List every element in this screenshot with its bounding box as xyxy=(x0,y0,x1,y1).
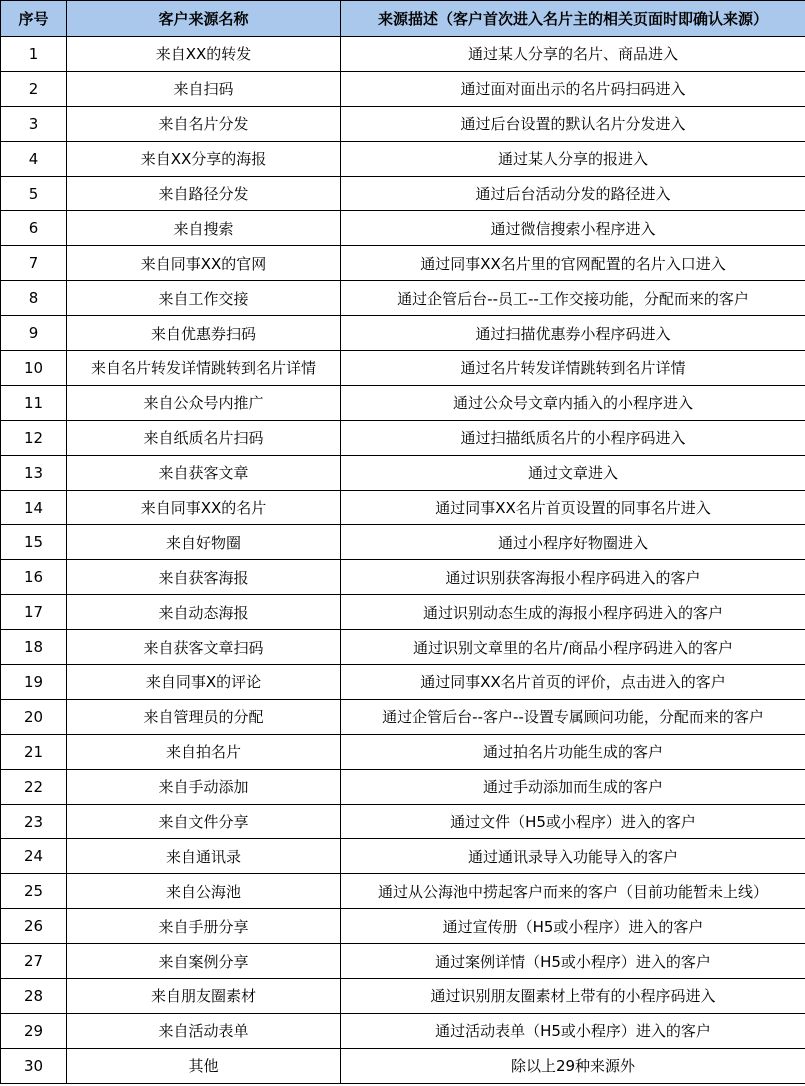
cell-source-name: 来自优惠券扫码 xyxy=(67,316,341,351)
table-row xyxy=(1,979,805,1014)
table-row xyxy=(1,385,805,420)
table-row xyxy=(1,176,805,211)
cell-source-name: 来自案例分享 xyxy=(67,944,341,979)
cell-source-description: 通过面对面出示的名片码扫码进入 xyxy=(341,71,805,106)
cell-index: 28 xyxy=(1,979,67,1014)
cell-source-name: 来自动态海报 xyxy=(67,595,341,630)
cell-source-description: 通过某人分享的名片、商品进入 xyxy=(341,37,805,72)
cell-source-description: 通过企管后台--客户--设置专属顾问功能，分配而来的客户 xyxy=(341,699,805,734)
table-row xyxy=(1,909,805,944)
cell-index: 2 xyxy=(1,71,67,106)
table-row xyxy=(1,665,805,700)
cell-source-name: 来自工作交接 xyxy=(67,281,341,316)
cell-index: 10 xyxy=(1,351,67,386)
cell-source-name: 来自搜索 xyxy=(67,211,341,246)
cell-source-description: 通过案例详情（H5或小程序）进入的客户 xyxy=(341,944,805,979)
table-row xyxy=(1,246,805,281)
cell-source-name: 来自管理员的分配 xyxy=(67,699,341,734)
table-row xyxy=(1,106,805,141)
cell-source-description: 通过宣传册（H5或小程序）进入的客户 xyxy=(341,909,805,944)
header-source-description: 来源描述（客户首次进入名片主的相关页面时即确认来源） xyxy=(341,1,805,37)
header-index: 序号 xyxy=(1,1,67,37)
table-row xyxy=(1,769,805,804)
table-row xyxy=(1,874,805,909)
cell-source-name: 来自拍名片 xyxy=(67,734,341,769)
cell-source-name: 来自获客海报 xyxy=(67,560,341,595)
table-row xyxy=(1,944,805,979)
cell-source-description: 通过拍名片功能生成的客户 xyxy=(341,734,805,769)
table-row xyxy=(1,141,805,176)
cell-source-description: 通过同事XX名片里的官网配置的名片入口进入 xyxy=(341,246,805,281)
cell-source-description: 通过识别文章里的名片/商品小程序码进入的客户 xyxy=(341,630,805,665)
table-row xyxy=(1,630,805,665)
table-row xyxy=(1,734,805,769)
cell-source-description: 通过后台设置的默认名片分发进入 xyxy=(341,106,805,141)
table-body xyxy=(1,37,805,1084)
cell-source-description: 通过识别获客海报小程序码进入的客户 xyxy=(341,560,805,595)
cell-source-description: 通过公众号文章内插入的小程序进入 xyxy=(341,385,805,420)
table-row xyxy=(1,595,805,630)
cell-index: 24 xyxy=(1,839,67,874)
table-header xyxy=(1,1,805,37)
table-row xyxy=(1,71,805,106)
cell-source-name: 来自同事XX的名片 xyxy=(67,490,341,525)
cell-index: 5 xyxy=(1,176,67,211)
cell-source-description: 通过后台活动分发的路径进入 xyxy=(341,176,805,211)
cell-index: 16 xyxy=(1,560,67,595)
cell-source-name: 来自名片分发 xyxy=(67,106,341,141)
cell-source-name: 来自好物圈 xyxy=(67,525,341,560)
cell-source-name: 来自XX分享的海报 xyxy=(67,141,341,176)
table-row xyxy=(1,1013,805,1048)
cell-source-name: 来自公海池 xyxy=(67,874,341,909)
cell-index: 27 xyxy=(1,944,67,979)
cell-index: 25 xyxy=(1,874,67,909)
cell-index: 3 xyxy=(1,106,67,141)
cell-source-name: 来自名片转发详情跳转到名片详情 xyxy=(67,351,341,386)
table-row xyxy=(1,455,805,490)
cell-index: 15 xyxy=(1,525,67,560)
cell-index: 8 xyxy=(1,281,67,316)
cell-index: 1 xyxy=(1,37,67,72)
cell-source-name: 来自活动表单 xyxy=(67,1013,341,1048)
cell-source-description: 通过识别朋友圈素材上带有的小程序码进入 xyxy=(341,979,805,1014)
cell-index: 22 xyxy=(1,769,67,804)
cell-index: 21 xyxy=(1,734,67,769)
cell-source-name: 来自朋友圈素材 xyxy=(67,979,341,1014)
cell-source-description: 通过小程序好物圈进入 xyxy=(341,525,805,560)
table-row xyxy=(1,804,805,839)
cell-source-description: 通过名片转发详情跳转到名片详情 xyxy=(341,351,805,386)
cell-index: 30 xyxy=(1,1048,67,1083)
cell-source-name: 来自XX的转发 xyxy=(67,37,341,72)
cell-source-description: 通过从公海池中捞起客户而来的客户（目前功能暂未上线） xyxy=(341,874,805,909)
cell-source-name: 来自纸质名片扫码 xyxy=(67,420,341,455)
table-row xyxy=(1,560,805,595)
cell-index: 14 xyxy=(1,490,67,525)
table-row xyxy=(1,420,805,455)
cell-source-description: 通过文章进入 xyxy=(341,455,805,490)
cell-source-name: 其他 xyxy=(67,1048,341,1083)
cell-source-name: 来自扫码 xyxy=(67,71,341,106)
cell-source-description: 通过同事XX名片首页的评价，点击进入的客户 xyxy=(341,665,805,700)
table-row xyxy=(1,699,805,734)
cell-source-name: 来自文件分享 xyxy=(67,804,341,839)
table-row xyxy=(1,490,805,525)
cell-source-name: 来自路径分发 xyxy=(67,176,341,211)
table-row xyxy=(1,211,805,246)
table-row xyxy=(1,525,805,560)
cell-source-name: 来自获客文章扫码 xyxy=(67,630,341,665)
cell-source-name: 来自手动添加 xyxy=(67,769,341,804)
cell-source-name: 来自获客文章 xyxy=(67,455,341,490)
cell-index: 19 xyxy=(1,665,67,700)
table-row xyxy=(1,351,805,386)
cell-index: 17 xyxy=(1,595,67,630)
cell-source-description: 通过手动添加而生成的客户 xyxy=(341,769,805,804)
cell-source-name: 来自手册分享 xyxy=(67,909,341,944)
cell-source-name: 来自同事XX的官网 xyxy=(67,246,341,281)
cell-source-description: 通过文件（H5或小程序）进入的客户 xyxy=(341,804,805,839)
table-row xyxy=(1,1048,805,1083)
cell-index: 7 xyxy=(1,246,67,281)
cell-source-description: 通过识别动态生成的海报小程序码进入的客户 xyxy=(341,595,805,630)
cell-index: 11 xyxy=(1,385,67,420)
cell-source-description: 通过企管后台--员工--工作交接功能，分配而来的客户 xyxy=(341,281,805,316)
cell-index: 4 xyxy=(1,141,67,176)
cell-source-description: 通过扫描纸质名片的小程序码进入 xyxy=(341,420,805,455)
cell-source-name: 来自通讯录 xyxy=(67,839,341,874)
cell-index: 29 xyxy=(1,1013,67,1048)
cell-index: 18 xyxy=(1,630,67,665)
header-source-name: 客户来源名称 xyxy=(67,1,341,37)
cell-source-description: 通过某人分享的报进入 xyxy=(341,141,805,176)
cell-index: 20 xyxy=(1,699,67,734)
cell-index: 26 xyxy=(1,909,67,944)
header-row xyxy=(1,1,805,37)
table-row xyxy=(1,281,805,316)
table-row xyxy=(1,37,805,72)
cell-source-description: 通过微信搜索小程序进入 xyxy=(341,211,805,246)
cell-index: 13 xyxy=(1,455,67,490)
cell-index: 23 xyxy=(1,804,67,839)
cell-source-name: 来自同事X的评论 xyxy=(67,665,341,700)
cell-index: 9 xyxy=(1,316,67,351)
cell-source-description: 通过通讯录导入功能导入的客户 xyxy=(341,839,805,874)
cell-index: 6 xyxy=(1,211,67,246)
table-row xyxy=(1,839,805,874)
cell-source-name: 来自公众号内推广 xyxy=(67,385,341,420)
cell-source-description: 通过同事XX名片首页设置的同事名片进入 xyxy=(341,490,805,525)
table-row xyxy=(1,316,805,351)
cell-index: 12 xyxy=(1,420,67,455)
cell-source-description: 除以上29种来源外 xyxy=(341,1048,805,1083)
cell-source-description: 通过扫描优惠券小程序码进入 xyxy=(341,316,805,351)
cell-source-description: 通过活动表单（H5或小程序）进入的客户 xyxy=(341,1013,805,1048)
